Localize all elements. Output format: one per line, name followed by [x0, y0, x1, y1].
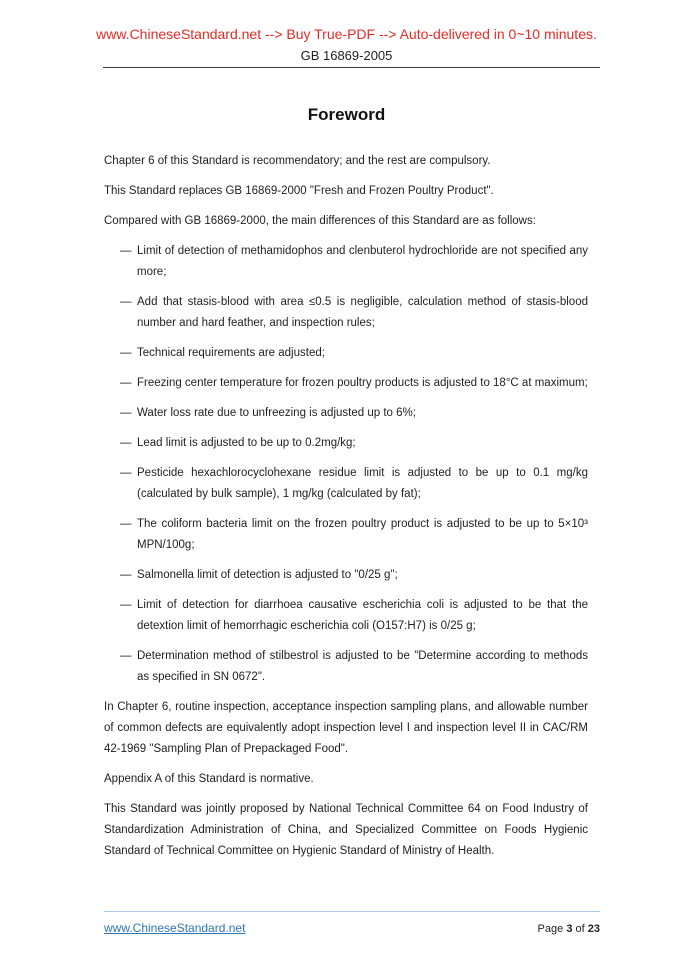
list-item-text: Lead limit is adjusted to be up to 0.2mg/kg; — [137, 437, 356, 449]
list-item — [104, 565, 600, 586]
list-item — [104, 463, 600, 505]
list-item — [104, 241, 600, 283]
list-item-text: Salmonella limit of detection is adjusted to "0/25 g"; — [137, 569, 398, 581]
list-item-text: Limit of detection for diarrhoea causative escherichia coli is adjusted to be that the detextion limit of hemorrhagic escherichia coli (O157:H7) is 0/25 g; — [137, 599, 588, 632]
header-rule — [103, 67, 600, 68]
list-item-text: Add that stasis-blood with area ≤0.5 is negligible, calculation method of stasis-blood number and hard feather, and inspection rules; — [137, 296, 588, 329]
page-footer — [104, 911, 600, 935]
list-item — [104, 292, 600, 334]
list-item — [104, 433, 600, 454]
list-item — [104, 403, 600, 424]
page-current: 3 — [566, 923, 573, 935]
dash-marker: — — [120, 407, 132, 419]
list-item-text: The coliform bacteria limit on the frozen poultry product is adjusted to be up to 5×10³ MPN/100g; — [137, 518, 588, 551]
list-item — [104, 646, 600, 688]
list-item-text: Pesticide hexachlorocyclohexane residue limit is adjusted to be up to 0.1 mg/kg (calculated by bulk sample), 1 mg/kg (calculated by fat); — [137, 467, 588, 500]
page-title: Foreword — [307, 105, 386, 124]
list-item-text: Determination method of stilbestrol is adjusted to be "Determine according to methods as specified in SN 0672". — [137, 650, 588, 683]
list-item-text: Technical requirements are adjusted; — [137, 347, 325, 359]
list-item — [104, 343, 600, 364]
document-body — [104, 151, 600, 862]
page-number — [538, 923, 600, 935]
dash-marker: — — [120, 518, 132, 530]
list-item — [104, 373, 600, 394]
page-word: Page — [537, 923, 564, 935]
dash-marker: — — [120, 377, 132, 389]
dash-marker: — — [120, 569, 132, 581]
intro-paragraph: Chapter 6 of this Standard is recommendatory; and the rest are compulsory. — [104, 155, 491, 167]
dash-marker: — — [120, 245, 132, 257]
doc-number: GB 16869-2005 — [300, 48, 393, 63]
footer-link[interactable]: www.ChineseStandard.net — [104, 921, 246, 935]
of-word: of — [575, 923, 585, 935]
intro-paragraph: This Standard replaces GB 16869-2000 "Fresh and Frozen Poultry Product". — [104, 185, 494, 197]
list-item-text: Limit of detection of methamidophos and clenbuterol hydrochloride are not specified any more; — [137, 245, 588, 278]
dash-marker: — — [120, 347, 132, 359]
intro-paragraph: Compared with GB 16869-2000, the main differences of this Standard are as follows: — [104, 215, 536, 227]
list-item-text: Freezing center temperature for frozen poultry products is adjusted to 18°C at maximum; — [137, 377, 588, 389]
list-item — [104, 595, 600, 637]
dash-marker: — — [120, 296, 132, 308]
outro-paragraph: In Chapter 6, routine inspection, acceptance inspection sampling plans, and allowable number of common defects are equivalently adopt inspection level I and inspection level II in CAC/RM 42-1969 "Sampling Plan of Prepackaged Food". — [104, 701, 588, 755]
dash-marker: — — [120, 437, 132, 449]
dash-marker: — — [120, 650, 132, 662]
differences-list — [104, 241, 600, 688]
dash-marker: — — [120, 467, 132, 479]
page-total: 23 — [587, 923, 600, 935]
dash-marker: — — [120, 599, 132, 611]
promo-banner: www.ChineseStandard.net --> Buy True-PDF --> Auto-delivered in 0~10 minutes. — [96, 26, 597, 42]
list-item — [104, 514, 600, 556]
outro-paragraph: Appendix A of this Standard is normative. — [104, 773, 314, 785]
outro-paragraph: This Standard was jointly proposed by National Technical Committee 64 on Food Industry of Standardization Administration of China, and Specialized Committee on Foods Hygienic Standard of Technical Committee on Hygienic Standard of Ministry of Health. — [104, 803, 588, 857]
list-item-text: Water loss rate due to unfreezing is adjusted up to 6%; — [137, 407, 416, 419]
